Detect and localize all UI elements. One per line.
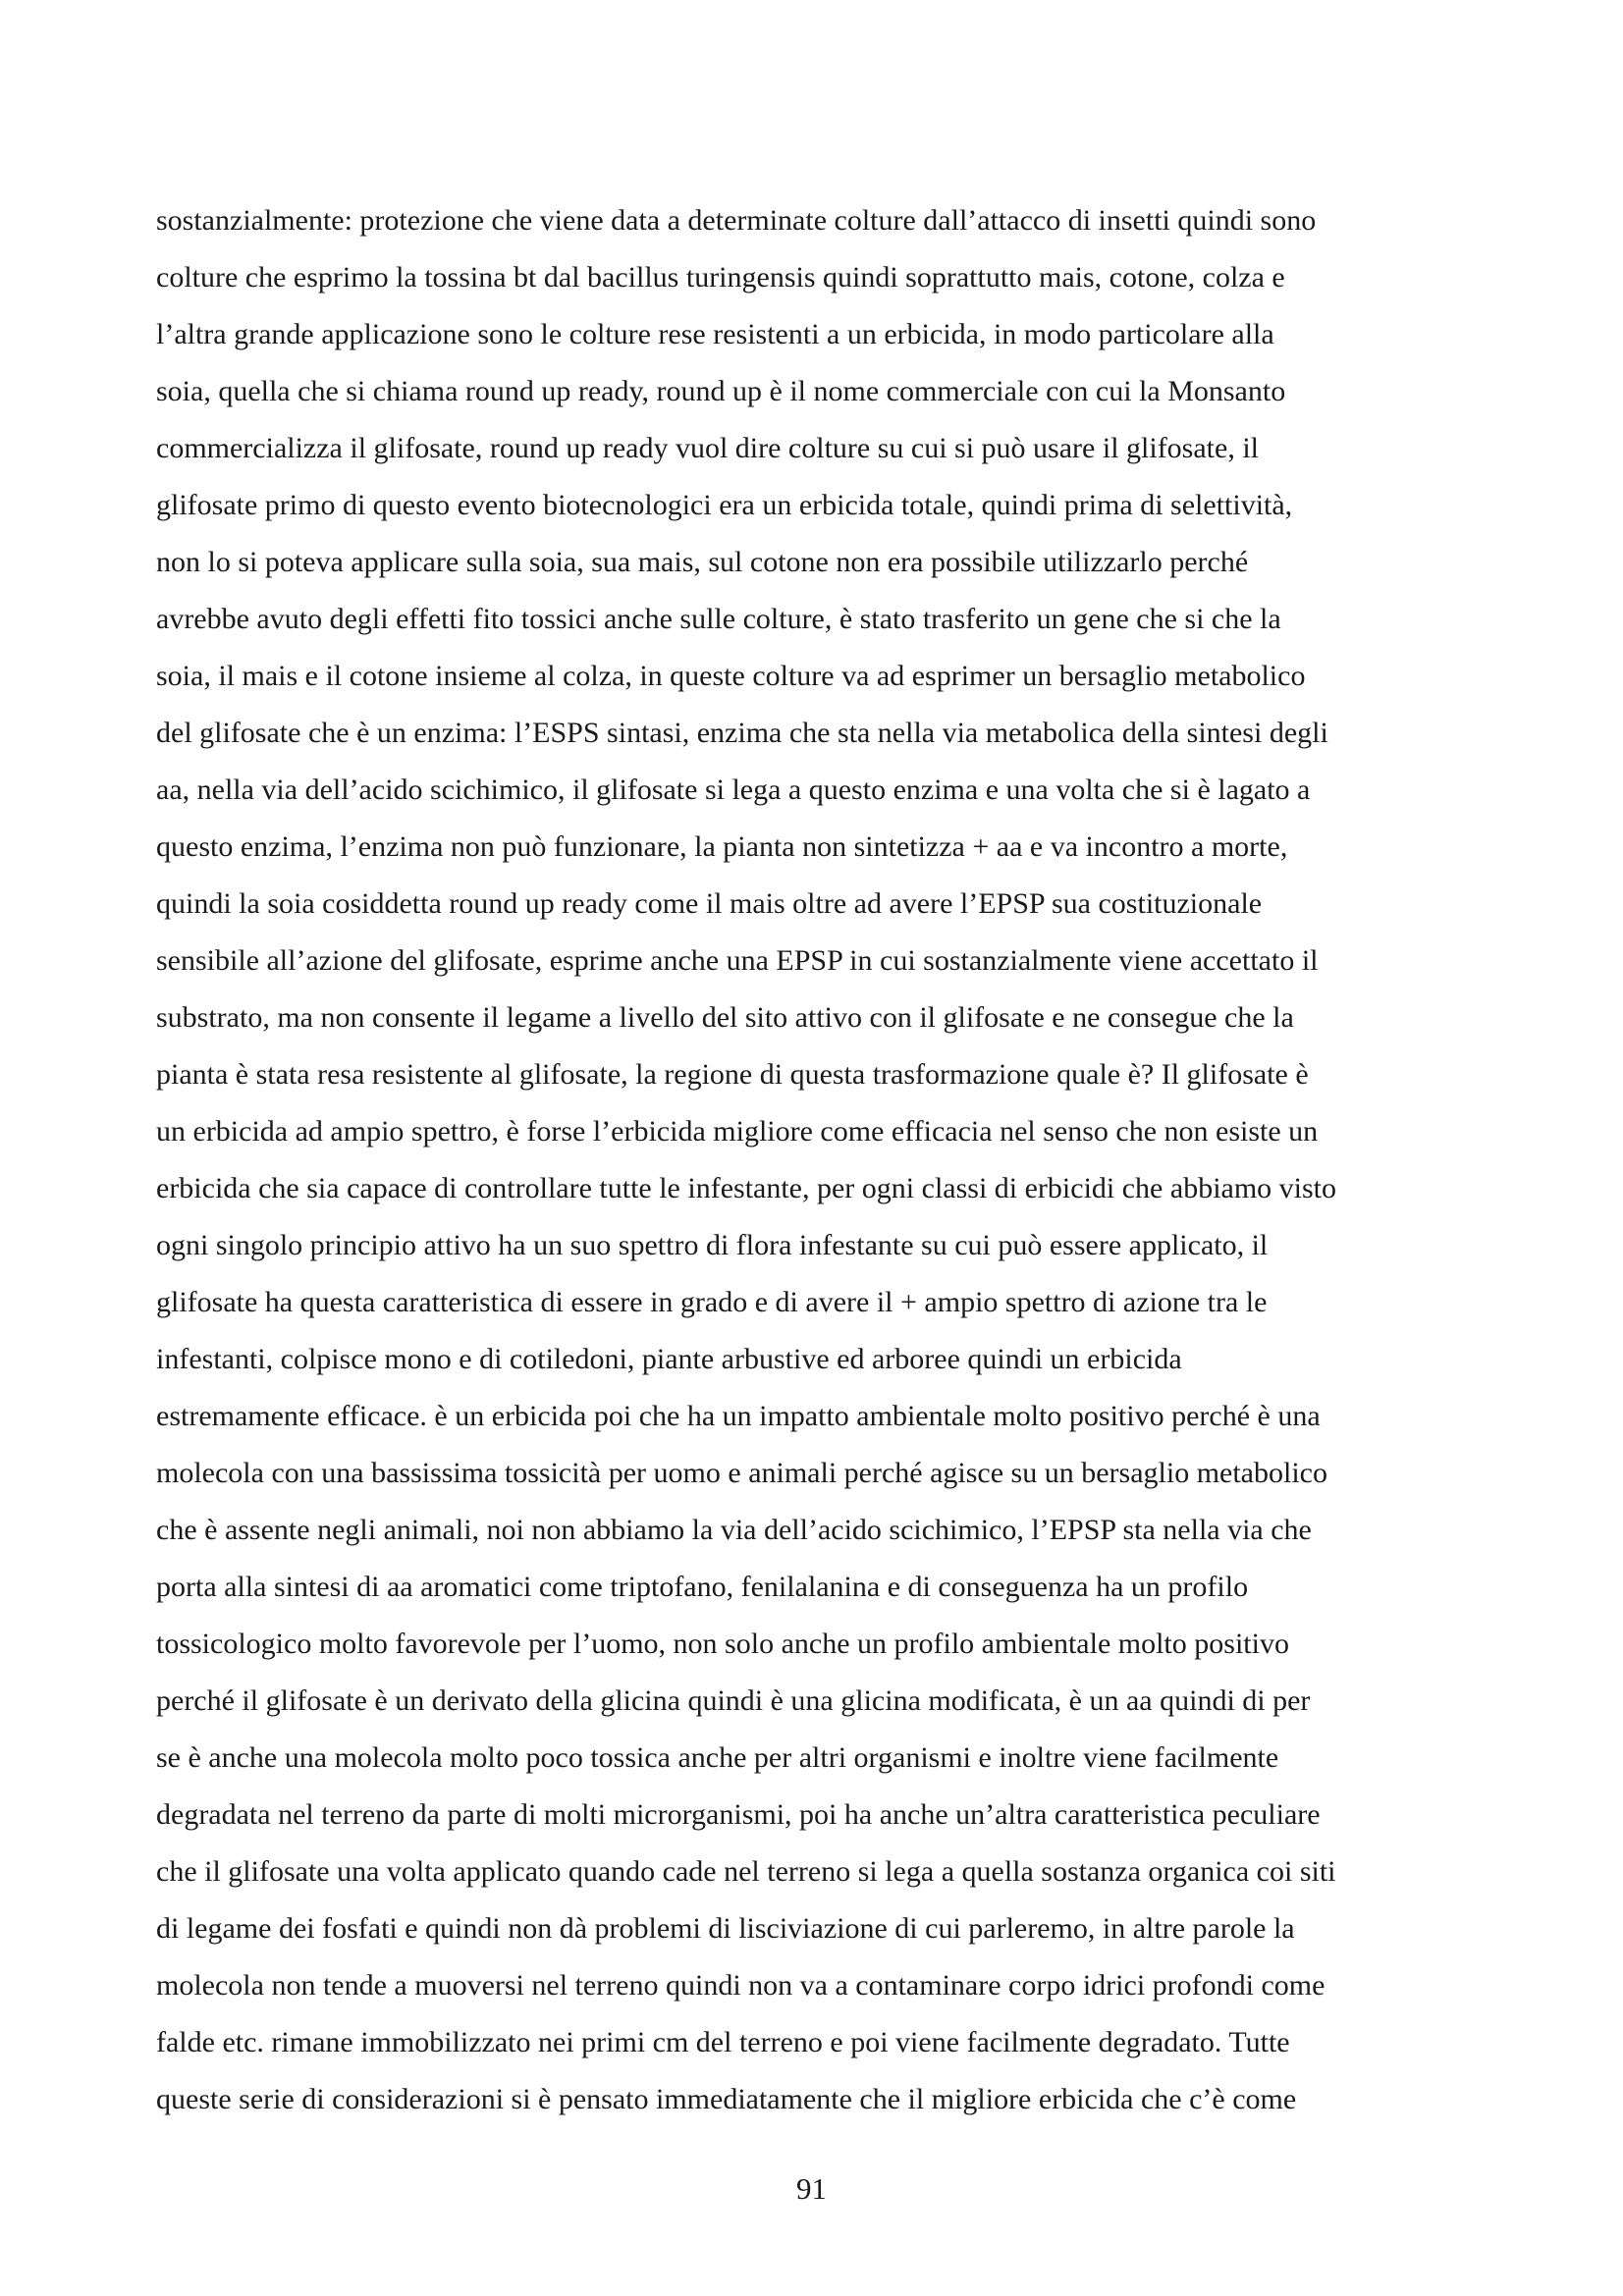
text-line: che è assente negli animali, noi non abbiamo la via dell’acido scichimico, l’EPSP sta nella via che bbox=[156, 1514, 1312, 1546]
text-line: infestanti, colpisce mono e di cotiledoni, piante arbustive ed arboree quindi un erbicida bbox=[156, 1343, 1182, 1375]
text-line: molecola non tende a muoversi nel terreno quindi non va a contaminare corpo idrici profondi come bbox=[156, 1969, 1325, 2002]
text-line: ogni singolo principio attivo ha un suo spettro di flora infestante su cui può essere applicato, il bbox=[156, 1229, 1269, 1261]
text-line: colture che esprimo la tossina bt dal bacillus turingensis quindi soprattutto mais, cotone, colza e bbox=[156, 261, 1285, 294]
text-line: avrebbe avuto degli effetti fito tossici anche sulle colture, è stato trasferito un gene che si che la bbox=[156, 603, 1281, 635]
text-line: glifosate ha questa caratteristica di essere in grado e di avere il + ampio spettro di azione tra le bbox=[156, 1286, 1268, 1318]
text-line: queste serie di considerazioni si è pensato immediatamente che il migliore erbicida che c’è come bbox=[156, 2083, 1297, 2115]
text-line: substrato, ma non consente il legame a livello del sito attivo con il glifosate e ne consegue che la bbox=[156, 1001, 1294, 1034]
text-line: un erbicida ad ampio spettro, è forse l’erbicida migliore come efficacia nel senso che non esiste un bbox=[156, 1115, 1319, 1148]
text-line: che il glifosate una volta applicato quando cade nel terreno si lega a quella sostanza organica coi siti bbox=[156, 1855, 1336, 1888]
text-line: soia, quella che si chiama round up ready, round up è il nome commerciale con cui la Monsanto bbox=[156, 375, 1286, 407]
text-line: se è anche una molecola molto poco tossica anche per altri organismi e inoltre viene facilmente bbox=[156, 1741, 1279, 1774]
text-line: soia, il mais e il cotone insieme al colza, in queste colture va ad esprimer un bersaglio metabolico bbox=[156, 660, 1306, 692]
text-line: di legame dei fosfati e quindi non dà problemi di lisciviazione di cui parleremo, in altre parole la bbox=[156, 1912, 1295, 1945]
body-paragraph bbox=[156, 192, 1491, 2128]
text-line: aa, nella via dell’acido scichimico, il glifosate si lega a questo enzima e una volta che si è lagato a bbox=[156, 774, 1311, 806]
text-line: questo enzima, l’enzima non può funzionare, la pianta non sintetizza + aa e va incontro a morte, bbox=[156, 830, 1288, 863]
text-line: sensibile all’azione del glifosate, esprime anche una EPSP in cui sostanzialmente viene accettato il bbox=[156, 944, 1319, 977]
text-line: del glifosate che è un enzima: l’ESPS sintasi, enzima che sta nella via metabolica della sintesi degli bbox=[156, 717, 1328, 749]
text-line: erbicida che sia capace di controllare tutte le infestante, per ogni classi di erbicidi che abbiamo visto bbox=[156, 1172, 1337, 1204]
text-line: quindi la soia cosiddetta round up ready come il mais oltre ad avere l’EPSP sua costituzionale bbox=[156, 887, 1263, 920]
text-line: perché il glifosate è un derivato della glicina quindi è una glicina modificata, è un aa quindi di per bbox=[156, 1684, 1311, 1717]
text-line: degradata nel terreno da parte di molti microrganismi, poi ha anche un’altra caratteristica peculiare bbox=[156, 1798, 1321, 1831]
text-line: pianta è stata resa resistente al glifosate, la regione di questa trasformazione quale è? Il glifosate è bbox=[156, 1058, 1309, 1091]
text-line: molecola con una bassissima tossicità per uomo e animali perché agisce su un bersaglio metabolico bbox=[156, 1457, 1327, 1489]
page-number: 91 bbox=[796, 2171, 827, 2206]
text-line: falde etc. rimane immobilizzato nei primi cm del terreno e poi viene facilmente degradato. Tutte bbox=[156, 2026, 1290, 2058]
text-line: tossicologico molto favorevole per l’uomo, non solo anche un profilo ambientale molto positivo bbox=[156, 1628, 1289, 1660]
text-line: estremamente efficace. è un erbicida poi che ha un impatto ambientale molto positivo perché è una bbox=[156, 1400, 1321, 1432]
text-line: sostanzialmente: protezione che viene data a determinate colture dall’attacco di insetti quindi sono bbox=[156, 204, 1317, 237]
text-line: non lo si poteva applicare sulla soia, sua mais, sul cotone non era possibile utilizzarlo perché bbox=[156, 546, 1249, 578]
text-line: glifosate primo di questo evento biotecnologici era un erbicida totale, quindi prima di selettività, bbox=[156, 489, 1293, 521]
text-line: l’altra grande applicazione sono le colture rese resistenti a un erbicida, in modo particolare alla bbox=[156, 318, 1274, 350]
text-line: commercializza il glifosate, round up ready vuol dire colture su cui si può usare il glifosate, il bbox=[156, 432, 1259, 464]
text-line: porta alla sintesi di aa aromatici come triptofano, fenilalanina e di conseguenza ha un profilo bbox=[156, 1571, 1249, 1603]
